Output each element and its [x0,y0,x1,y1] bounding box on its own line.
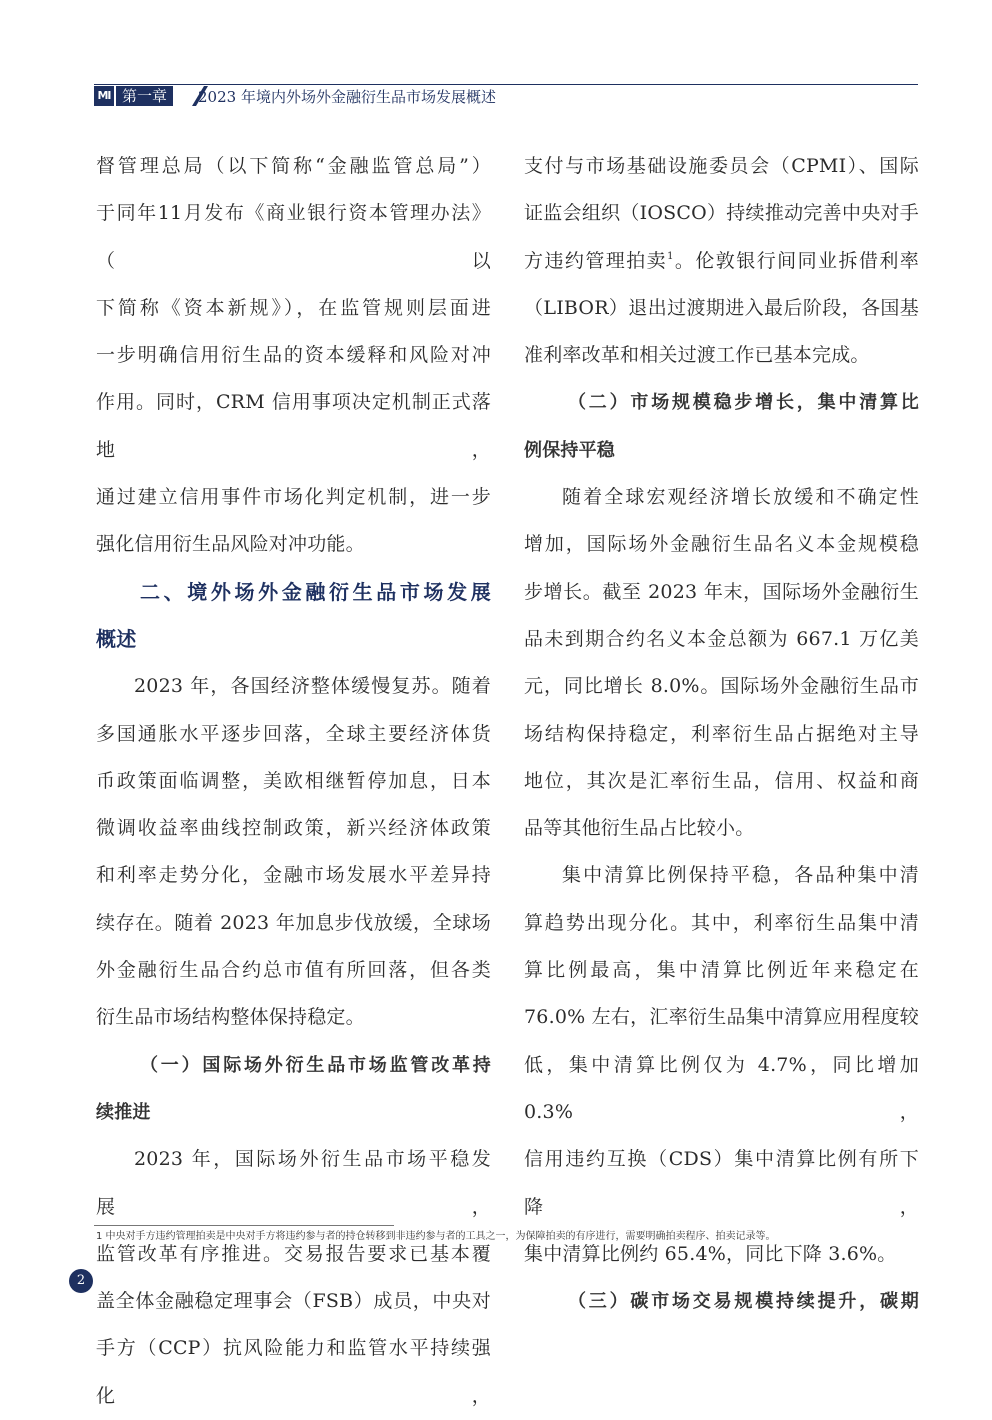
paragraph-line: 币政策面临调整，美欧相继暂停加息，日本 [96,769,491,792]
paragraph-line: 和利率走势分化，金融市场发展水平差异持 [96,864,491,887]
paragraph-line: 算趋势出现分化。其中，利率衍生品集中清 [524,911,919,934]
chapter-label: 第一章 [116,86,173,106]
header-title: 2023 年境内外场外金融衍生品市场发展概述 [198,88,496,106]
paragraph-line: 信用违约互换（CDS）集中清算比例有所下降， [524,1148,919,1218]
paragraph-line: 76.0% 左右，汇率衍生品集中清算应用程度较 [524,1006,919,1029]
logo-icon: MI [94,86,114,106]
paragraph-line: 下简称《资本新规》），在监管规则层面进 [96,296,491,319]
paragraph-text: 。伦敦银行间同业拆借利率 [673,249,919,272]
subsection-heading: （一）国际场外衍生品市场监管改革持 [140,1054,491,1076]
section-heading: 概述 [96,626,137,651]
paragraph-line: 场结构保持稳定，利率衍生品占据绝对主导 [524,722,919,745]
paragraph-line: 品未到期合约名义本金总额为 667.1 万亿美 [524,627,919,650]
paragraph-line: 多国通胀水平逐步回落，全球主要经济体货 [96,722,491,745]
paragraph-line: 低，集中清算比例仅为 4.7%，同比增加 0.3%， [524,1053,919,1123]
paragraph-line: 手方（CCP）抗风险能力和监管水平持续强化， [96,1337,491,1407]
paragraph-line: 品等其他衍生品占比较小。 [524,817,755,840]
paragraph-line: 外金融衍生品合约总市值有所回落，但各类 [96,959,491,982]
paragraph-line: 监管改革有序推进。交易报告要求已基本覆 [96,1242,491,1265]
paragraph-line: 作用。同时，CRM 信用事项决定机制正式落地， [96,391,491,461]
paragraph-line: 督管理总局（以下简称“金融监管总局”） [96,155,491,177]
paragraph-line: 一步明确信用衍生品的资本缓释和风险对冲 [96,344,491,367]
left-column [96,143,491,1420]
right-column [524,143,919,1325]
paragraph-line: 随着全球宏观经济增长放缓和不确定性 [562,486,919,509]
paragraph-line: 算比例最高，集中清算比例近年来稳定在 [524,959,919,982]
page-header [94,80,918,110]
paragraph-line: 准利率改革和相关过渡工作已基本完成。 [524,344,870,367]
footnote-divider [94,1225,394,1226]
paragraph-line: 步增长。截至 2023 年末，国际场外金融衍生 [524,580,919,603]
section-heading: 二、境外场外金融衍生品市场发展 [140,579,491,604]
header-rule [94,84,918,85]
footnote: 1 中央对手方违约管理拍卖是中央对手方将违约参与者的持仓转移到非违约参与者的工具之一，为保障拍卖的有序进行，需要明确拍卖程序、拍卖记录等。 [96,1231,776,1242]
paragraph-line: 支付与市场基础设施委员会（CPMI）、国际 [524,155,919,177]
paragraph-line: 证监会组织（IOSCO）持续推动完善中央对手 [524,202,919,225]
subsection-heading: 例保持平稳 [524,439,615,461]
paragraph-line: 集中清算比例保持平稳，各品种集中清 [562,864,919,887]
paragraph-line [524,238,919,285]
paragraph-line: 增加，国际场外金融衍生品名义本金规模稳 [524,533,919,556]
paragraph-line: 盖全体金融稳定理事会（FSB）成员，中央对 [96,1290,491,1313]
subsection-heading: 续推进 [96,1101,151,1123]
paragraph-line: 衍生品市场结构整体保持稳定。 [96,1006,365,1029]
paragraph-line: 微调收益率曲线控制政策，新兴经济体政策 [96,817,491,840]
footnote-ref: 1 [667,250,674,262]
paragraph-line: 2023 年，各国经济整体缓慢复苏。随着 [134,675,491,698]
paragraph-line: 强化信用衍生品风险对冲功能。 [96,533,365,556]
subsection-heading: （三）碳市场交易规模持续提升，碳期 [568,1291,919,1313]
paragraph-text: 方违约管理拍卖 [524,249,668,272]
paragraph-line: 地位，其次是汇率衍生品，信用、权益和商 [524,769,919,792]
subsection-heading: （二）市场规模稳步增长，集中清算比 [568,392,919,414]
paragraph-line: 元，同比增长 8.0%。国际场外金融衍生品市 [524,675,919,698]
paragraph-line: 2023 年，国际场外衍生品市场平稳发展， [96,1148,491,1218]
paragraph-line: 集中清算比例约 65.4%，同比下降 3.6%。 [524,1242,897,1265]
page-number: 2 [69,1269,93,1293]
paragraph-line: （LIBOR）退出过渡期进入最后阶段，各国基 [524,296,919,319]
paragraph-line: 通过建立信用事件市场化判定机制，进一步 [96,486,491,509]
paragraph-line: 于同年11月发布《商业银行资本管理办法》（以 [96,202,491,272]
paragraph-line: 续存在。随着 2023 年加息步伐放缓，全球场 [96,911,491,934]
